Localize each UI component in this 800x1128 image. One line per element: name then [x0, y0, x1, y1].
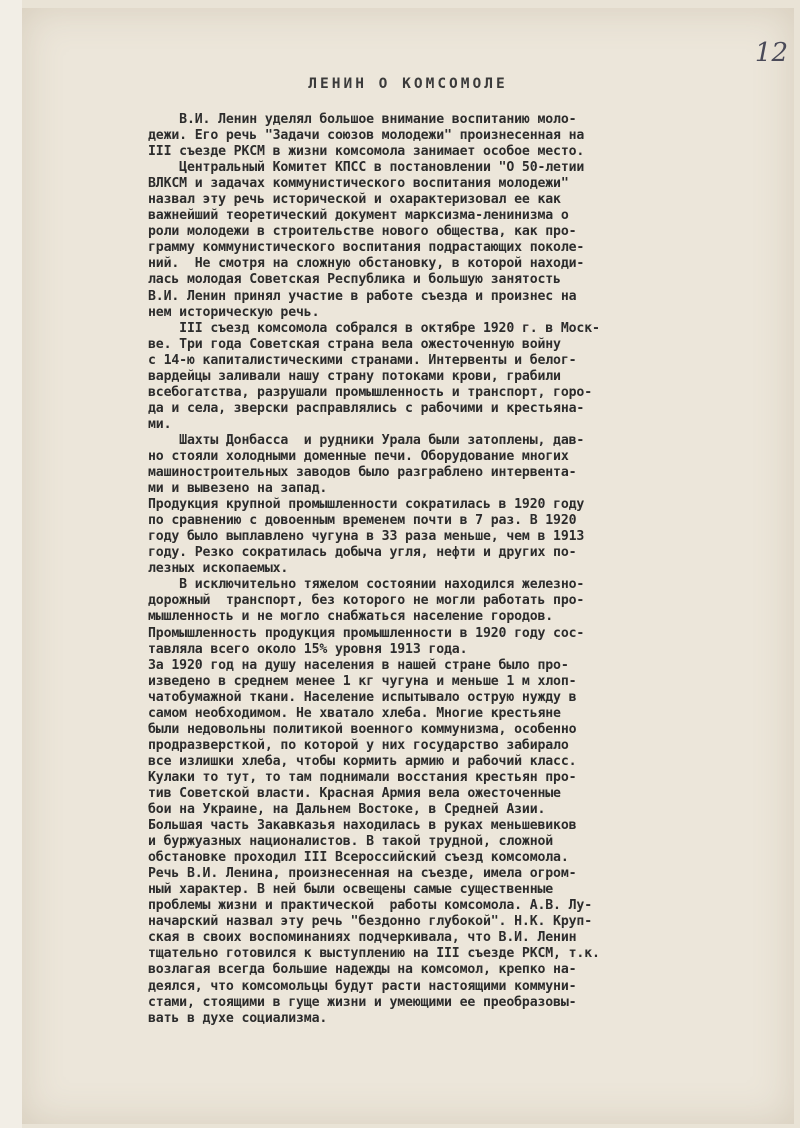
text-line: тив Советской власти. Красная Армия вела ожесточенные [148, 785, 561, 801]
text-line: ный характер. В ней были освещены самые существенные [148, 882, 554, 898]
text-line: вардейцы заливали нашу страну потоками крови, грабили [148, 368, 561, 384]
text-line: За 1920 год на душу населения в нашей стране было про- [148, 657, 569, 673]
text-line: мышленность и не могло снабжаться население городов. [148, 609, 554, 625]
text-line: начарский назвал эту речь "бездонно глубокой". Н.К. Круп- [148, 914, 593, 930]
text-line: возлагая всегда большие надежды на комсомол, крепко на- [148, 962, 577, 978]
text-line: деялся, что комсомольцы будут расти настоящими коммуни- [148, 978, 577, 994]
text-line: бои на Украине, на Дальнем Востоке, в Средней Азии. [148, 802, 546, 818]
text-line: Шахты Донбасса и рудники Урала были затоплены, дав- [148, 432, 585, 448]
text-line: году было выплавлено чугуна в 33 раза меньше, чем в 1913 [148, 529, 585, 545]
text-line: чатобумажной ткани. Население испытывало острую нужду в [148, 689, 577, 705]
text-line: году. Резко сократилась добыча угля, нефти и других по- [148, 545, 577, 561]
text-line: стами, стоящими в гуще жизни и умеющими ее преобразовы- [148, 994, 577, 1010]
text-line: дежи. Его речь "Задачи союзов молодежи" произнесенная на [148, 128, 585, 144]
scan-margin [0, 0, 22, 1128]
text-line: и буржуазных националистов. В такой трудной, сложной [148, 834, 554, 850]
text-line: назвал эту речь исторической и охарактеризовал ее как [148, 192, 561, 208]
text-line: ве. Три года Советская страна вела ожесточенную войну [148, 336, 561, 352]
text-line: вать в духе социализма. [148, 1010, 328, 1026]
text-line: да и села, зверски расправлялись с рабочими и крестьяна- [148, 400, 585, 416]
text-line: III съезд комсомола собрался в октябре 1920 г. в Моск- [148, 320, 600, 336]
text-line: В.И. Ленин принял участие в работе съезда и произнес на [148, 288, 577, 304]
text-line: ми. [148, 416, 172, 432]
document-body [148, 112, 788, 1027]
text-line: ний. Не смотря на сложную обстановку, в которой находи- [148, 256, 585, 272]
text-line: Центральный Комитет КПСС в постановлении "О 50-летии [148, 160, 585, 176]
text-line: Продукция крупной промышленности сократилась в 1920 году [148, 497, 585, 513]
text-line: роли молодежи в строительстве нового общества, как про- [148, 224, 577, 240]
text-line: грамму коммунистического воспитания подрастающих поколе- [148, 240, 585, 256]
text-line: продразверсткой, по которой у них государство забирало [148, 737, 569, 753]
text-line: ская в своих воспоминаниях подчеркивала, что В.И. Ленин [148, 930, 577, 946]
text-line: дорожный транспорт, без которого не могли работать про- [148, 593, 585, 609]
text-line: Промышленность продукция промышленности в 1920 году сос- [148, 625, 585, 641]
document-title: ЛЕНИН О КОМСОМОЛЕ [308, 76, 508, 92]
text-line: лезных ископаемых. [148, 561, 289, 577]
text-line: тщательно готовился к выступлению на III съезде РКСМ, т.к. [148, 946, 600, 962]
text-line: изведено в среднем менее 1 кг чугуна и меньше 1 м хлоп- [148, 673, 577, 689]
text-line: Кулаки то тут, то там поднимали восстания крестьян про- [148, 769, 577, 785]
text-line: ВЛКСМ и задачах коммунистического воспитания молодежи" [148, 176, 569, 192]
text-line: с 14-ю капиталистическими странами. Интервенты и белог- [148, 352, 577, 368]
text-line: лась молодая Советская Республика и большую занятость [148, 272, 561, 288]
text-line: тавляла всего около 15% уровня 1913 года. [148, 641, 468, 657]
text-line: были недовольны политикой военного коммунизма, особенно [148, 721, 577, 737]
text-line: ми и вывезено на запад. [148, 481, 328, 497]
page-number: 12 [754, 38, 788, 68]
text-line: Большая часть Закавказья находилась в руках меньшевиков [148, 818, 577, 834]
text-line: III съезде РКСМ в жизни комсомола занимает особое место. [148, 144, 585, 160]
text-line: В.И. Ленин уделял большое внимание воспитанию моло- [148, 112, 577, 127]
text-line: обстановке проходил III Всероссийский съезд комсомола. [148, 850, 569, 866]
text-line: машиностроительных заводов было разграблено интервента- [148, 465, 577, 481]
text-line: по сравнению с довоенным временем почти в 7 раз. В 1920 [148, 513, 577, 529]
text-line: В исключительно тяжелом состоянии находился железно- [148, 577, 585, 593]
text-line: нем историческую речь. [148, 304, 320, 320]
text-line: Речь В.И. Ленина, произнесенная на съезде, имела огром- [148, 866, 577, 882]
text-line: важнейший теоретический документ марксизма-ленинизма о [148, 208, 569, 224]
text-line: самом необходимом. Не хватало хлеба. Многие крестьяне [148, 705, 561, 721]
text-line: все излишки хлеба, чтобы кормить армию и рабочий класс. [148, 753, 577, 769]
text-line: всебогатства, разрушали промышленность и транспорт, горо- [148, 384, 593, 400]
text-line: проблемы жизни и практической работы комсомола. А.В. Лу- [148, 898, 593, 914]
text-line: но стояли холодными доменные печи. Оборудование многих [148, 448, 569, 464]
